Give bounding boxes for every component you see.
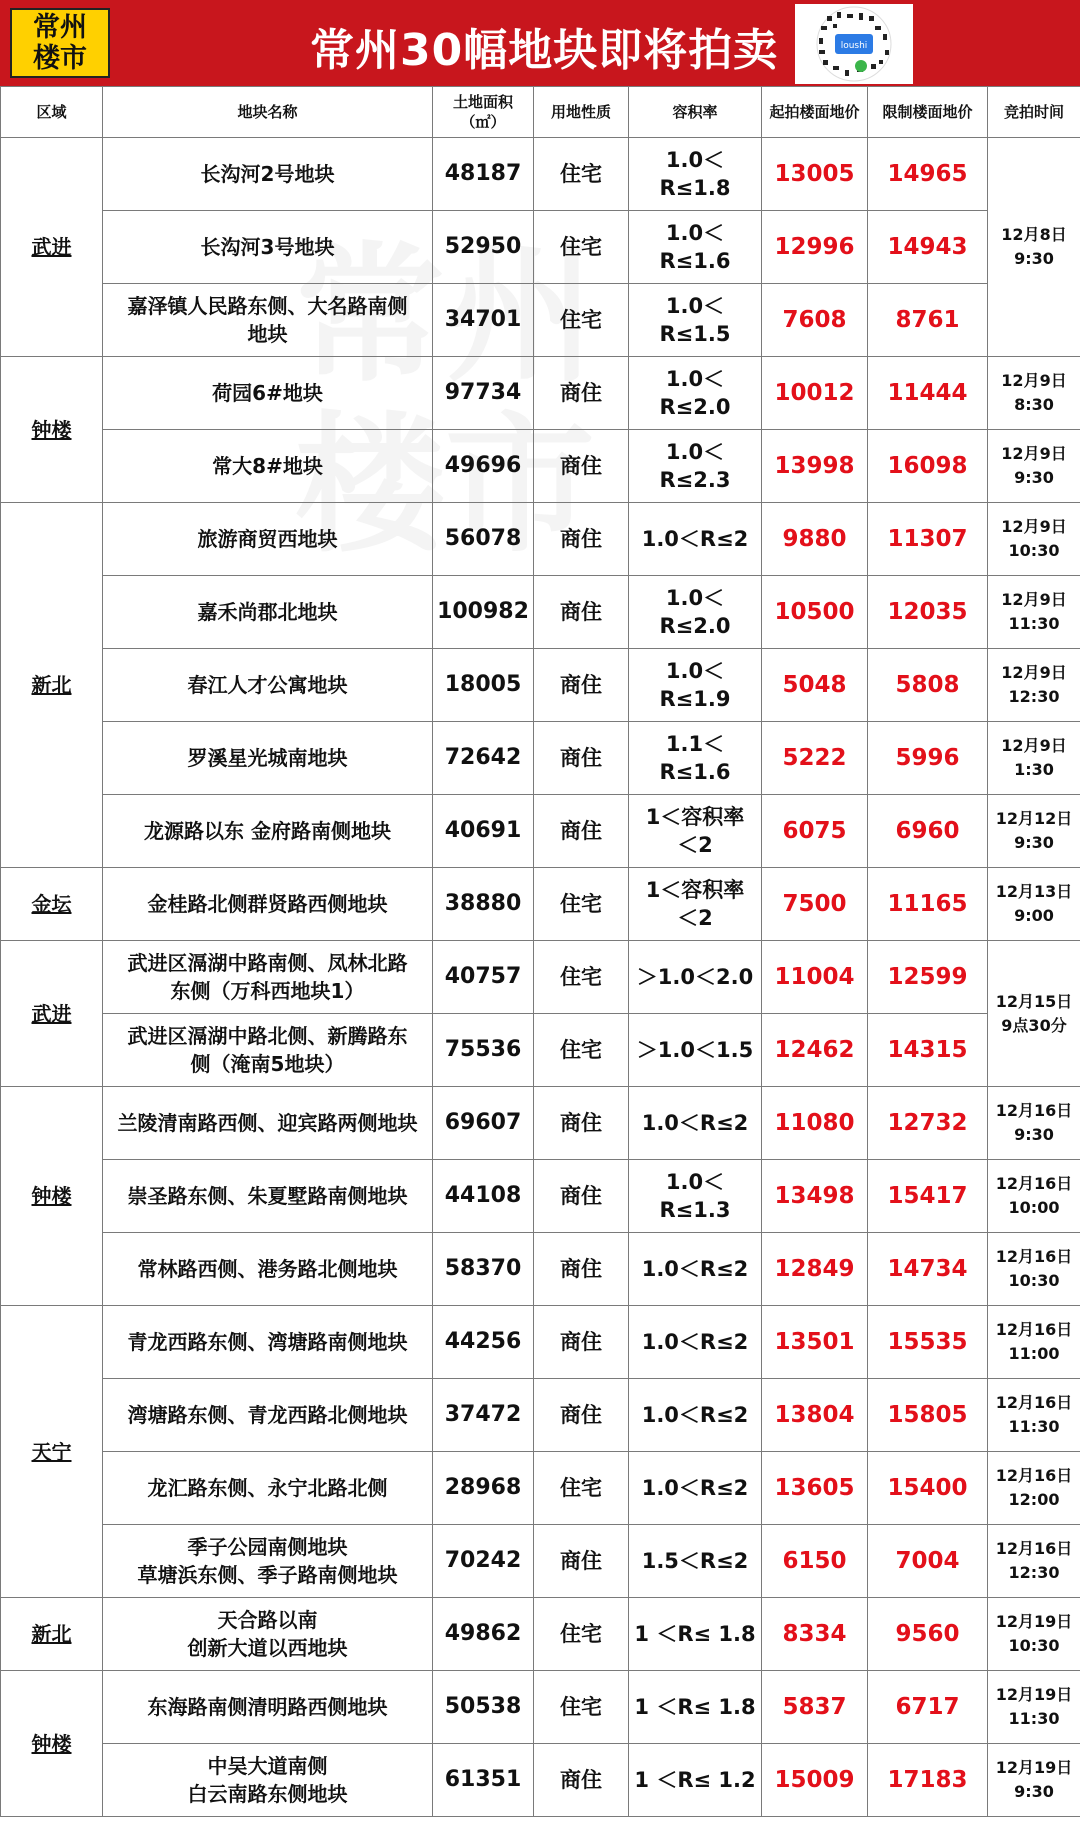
- auction-time-cell: 12月19日 11:30: [988, 1671, 1080, 1744]
- limit-price-cell: 12599: [868, 941, 988, 1014]
- qr-brand-text: loushi: [840, 41, 868, 51]
- region-cell: 钟楼: [1, 1087, 103, 1306]
- auction-time-cell: 12月9日 1:30: [988, 722, 1080, 795]
- region-cell: 新北: [1, 1598, 103, 1671]
- plot-ratio-cell: 1.1＜R≤1.6: [629, 722, 762, 795]
- header-parcel-name: 地块名称: [103, 87, 433, 138]
- plot-ratio-cell: 1.0＜R≤1.8: [629, 138, 762, 211]
- limit-price-cell: 12035: [868, 576, 988, 649]
- start-price-cell: 12849: [762, 1233, 868, 1306]
- land-area-cell: 70242: [433, 1525, 534, 1598]
- land-auction-table: [0, 86, 1080, 1817]
- parcel-name-cell: 长沟河3号地块: [103, 211, 433, 284]
- start-price-cell: 13998: [762, 430, 868, 503]
- start-price-cell: 12996: [762, 211, 868, 284]
- land-area-cell: 52950: [433, 211, 534, 284]
- auction-time-cell: 12月16日 11:30: [988, 1379, 1080, 1452]
- land-area-cell: 49696: [433, 430, 534, 503]
- limit-price-cell: 6717: [868, 1671, 988, 1744]
- plot-ratio-cell: 1.0＜R≤2: [629, 1306, 762, 1379]
- parcel-name-cell: 季子公园南侧地块 草塘浜东侧、季子路南侧地块: [103, 1525, 433, 1598]
- table-row: [1, 1598, 1080, 1671]
- table-row: [1, 503, 1080, 576]
- auction-time-cell: 12月15日 9点30分: [988, 941, 1080, 1087]
- limit-price-cell: 11307: [868, 503, 988, 576]
- limit-price-cell: 5996: [868, 722, 988, 795]
- plot-ratio-cell: 1.0＜R≤1.9: [629, 649, 762, 722]
- limit-price-cell: 5808: [868, 649, 988, 722]
- parcel-name-cell: 崇圣路东侧、朱夏墅路南侧地块: [103, 1160, 433, 1233]
- start-price-cell: 5222: [762, 722, 868, 795]
- land-area-cell: 97734: [433, 357, 534, 430]
- auction-time-cell: 12月9日 9:30: [988, 430, 1080, 503]
- plot-ratio-cell: 1.0＜R≤2.3: [629, 430, 762, 503]
- auction-time-cell: 12月12日 9:30: [988, 795, 1080, 868]
- parcel-name-cell: 嘉泽镇人民路东侧、大名路南侧 地块: [103, 284, 433, 357]
- limit-price-cell: 12732: [868, 1087, 988, 1160]
- plot-ratio-cell: 1 ＜R≤ 1.8: [629, 1671, 762, 1744]
- plot-ratio-cell: 1.0＜R≤2: [629, 1379, 762, 1452]
- table-row: [1, 430, 1080, 503]
- land-use-cell: 住宅: [534, 1452, 629, 1525]
- parcel-name-cell: 中吴大道南侧 白云南路东侧地块: [103, 1744, 433, 1817]
- land-area-cell: 69607: [433, 1087, 534, 1160]
- plot-ratio-cell: 1.0＜R≤2.0: [629, 357, 762, 430]
- auction-time-cell: 12月9日 10:30: [988, 503, 1080, 576]
- parcel-name-cell: 罗溪星光城南地块: [103, 722, 433, 795]
- table-row: [1, 649, 1080, 722]
- table-row: [1, 1744, 1080, 1817]
- auction-time-cell: 12月8日 9:30: [988, 138, 1080, 357]
- table-row: [1, 941, 1080, 1014]
- limit-price-cell: 15535: [868, 1306, 988, 1379]
- limit-price-cell: 16098: [868, 430, 988, 503]
- plot-ratio-cell: 1.0＜R≤1.3: [629, 1160, 762, 1233]
- auction-time-cell: 12月16日 10:30: [988, 1233, 1080, 1306]
- auction-time-cell: 12月16日 10:00: [988, 1160, 1080, 1233]
- logo-line-2: 楼市: [33, 43, 87, 74]
- land-use-cell: 住宅: [534, 1598, 629, 1671]
- plot-ratio-cell: 1.0＜R≤2: [629, 1087, 762, 1160]
- table-body: [1, 138, 1080, 1817]
- parcel-name-cell: 荷园6#地块: [103, 357, 433, 430]
- land-use-cell: 住宅: [534, 1671, 629, 1744]
- start-price-cell: 6150: [762, 1525, 868, 1598]
- start-price-cell: 10012: [762, 357, 868, 430]
- region-cell: 钟楼: [1, 1671, 103, 1817]
- parcel-name-cell: 龙源路以东 金府路南侧地块: [103, 795, 433, 868]
- start-price-cell: 13804: [762, 1379, 868, 1452]
- land-area-cell: 34701: [433, 284, 534, 357]
- land-area-cell: 72642: [433, 722, 534, 795]
- land-area-cell: 18005: [433, 649, 534, 722]
- auction-time-cell: 12月16日 9:30: [988, 1087, 1080, 1160]
- land-use-cell: 商住: [534, 795, 629, 868]
- region-cell: 天宁: [1, 1306, 103, 1598]
- plot-ratio-cell: 1.0＜R≤1.6: [629, 211, 762, 284]
- parcel-name-cell: 常林路西侧、港务路北侧地块: [103, 1233, 433, 1306]
- plot-ratio-cell: 1 ＜R≤ 1.2: [629, 1744, 762, 1817]
- table-row: [1, 357, 1080, 430]
- land-area-cell: 40691: [433, 795, 534, 868]
- limit-price-cell: 14943: [868, 211, 988, 284]
- region-cell: 新北: [1, 503, 103, 868]
- start-price-cell: 9880: [762, 503, 868, 576]
- parcel-name-cell: 龙汇路东侧、永宁北路北侧: [103, 1452, 433, 1525]
- land-area-cell: 100982: [433, 576, 534, 649]
- start-price-cell: 13498: [762, 1160, 868, 1233]
- parcel-name-cell: 天合路以南 创新大道以西地块: [103, 1598, 433, 1671]
- limit-price-cell: 11165: [868, 868, 988, 941]
- auction-time-cell: 12月9日 11:30: [988, 576, 1080, 649]
- land-use-cell: 商住: [534, 503, 629, 576]
- region-cell: 金坛: [1, 868, 103, 941]
- table-row: [1, 138, 1080, 211]
- start-price-cell: 12462: [762, 1014, 868, 1087]
- land-use-cell: 商住: [534, 430, 629, 503]
- table-row: [1, 1306, 1080, 1379]
- start-price-cell: 7608: [762, 284, 868, 357]
- table-row: [1, 576, 1080, 649]
- table-row: [1, 868, 1080, 941]
- header-land-use: 用地性质: [534, 87, 629, 138]
- land-area-cell: 49862: [433, 1598, 534, 1671]
- land-use-cell: 住宅: [534, 211, 629, 284]
- start-price-cell: 7500: [762, 868, 868, 941]
- land-area-cell: 56078: [433, 503, 534, 576]
- land-use-cell: 住宅: [534, 868, 629, 941]
- land-use-cell: 住宅: [534, 941, 629, 1014]
- limit-price-cell: 14965: [868, 138, 988, 211]
- header-start-price: 起拍楼面地价: [762, 87, 868, 138]
- auction-time-cell: 12月19日 9:30: [988, 1744, 1080, 1817]
- land-use-cell: 商住: [534, 1233, 629, 1306]
- limit-price-cell: 15417: [868, 1160, 988, 1233]
- region-cell: 武进: [1, 941, 103, 1087]
- parcel-name-cell: 旅游商贸西地块: [103, 503, 433, 576]
- land-use-cell: 商住: [534, 1087, 629, 1160]
- land-use-cell: 住宅: [534, 138, 629, 211]
- limit-price-cell: 17183: [868, 1744, 988, 1817]
- plot-ratio-cell: 1.0＜R≤2.0: [629, 576, 762, 649]
- qr-code-icon[interactable]: [795, 4, 913, 84]
- limit-price-cell: 15805: [868, 1379, 988, 1452]
- land-use-cell: 商住: [534, 1306, 629, 1379]
- start-price-cell: 15009: [762, 1744, 868, 1817]
- page-title: 常州30幅地块即将拍卖: [310, 25, 779, 76]
- land-use-cell: 商住: [534, 576, 629, 649]
- land-use-cell: 商住: [534, 1525, 629, 1598]
- parcel-name-cell: 东海路南侧清明路西侧地块: [103, 1671, 433, 1744]
- land-area-cell: 50538: [433, 1671, 534, 1744]
- start-price-cell: 8334: [762, 1598, 868, 1671]
- parcel-name-cell: 青龙西路东侧、湾塘路南侧地块: [103, 1306, 433, 1379]
- land-area-cell: 37472: [433, 1379, 534, 1452]
- table-row: [1, 211, 1080, 284]
- table-row: [1, 1525, 1080, 1598]
- plot-ratio-cell: 1 ＜R≤ 1.8: [629, 1598, 762, 1671]
- auction-time-cell: 12月16日 12:30: [988, 1525, 1080, 1598]
- land-area-cell: 61351: [433, 1744, 534, 1817]
- region-cell: 武进: [1, 138, 103, 357]
- parcel-name-cell: 金桂路北侧群贤路西侧地块: [103, 868, 433, 941]
- header-limit-price: 限制楼面地价: [868, 87, 988, 138]
- region-cell: 钟楼: [1, 357, 103, 503]
- auction-time-cell: 12月19日 10:30: [988, 1598, 1080, 1671]
- land-area-cell: 28968: [433, 1452, 534, 1525]
- land-use-cell: 商住: [534, 1744, 629, 1817]
- header-auction-time: 竞拍时间: [988, 87, 1080, 138]
- header-plot-ratio: 容积率: [629, 87, 762, 138]
- table-row: [1, 1379, 1080, 1452]
- plot-ratio-cell: 1.5＜R≤2: [629, 1525, 762, 1598]
- table-row: [1, 1014, 1080, 1087]
- auction-time-cell: 12月16日 11:00: [988, 1306, 1080, 1379]
- parcel-name-cell: 长沟河2号地块: [103, 138, 433, 211]
- auction-time-cell: 12月13日 9:00: [988, 868, 1080, 941]
- land-area-cell: 48187: [433, 138, 534, 211]
- land-area-cell: 44256: [433, 1306, 534, 1379]
- header-land-area: 土地面积 （㎡）: [433, 87, 534, 138]
- land-use-cell: 住宅: [534, 284, 629, 357]
- land-area-cell: 40757: [433, 941, 534, 1014]
- table-row: [1, 284, 1080, 357]
- start-price-cell: 11004: [762, 941, 868, 1014]
- plot-ratio-cell: 1＜容积率 ＜2: [629, 795, 762, 868]
- parcel-name-cell: 兰陵清南路西侧、迎宾路两侧地块: [103, 1087, 433, 1160]
- plot-ratio-cell: 1.0＜R≤2: [629, 503, 762, 576]
- table-row: [1, 1452, 1080, 1525]
- start-price-cell: 6075: [762, 795, 868, 868]
- plot-ratio-cell: ＞1.0＜2.0: [629, 941, 762, 1014]
- land-use-cell: 商住: [534, 1379, 629, 1452]
- table-row: [1, 1160, 1080, 1233]
- start-price-cell: 13005: [762, 138, 868, 211]
- auction-time-cell: 12月9日 8:30: [988, 357, 1080, 430]
- land-use-cell: 商住: [534, 722, 629, 795]
- land-use-cell: 住宅: [534, 1014, 629, 1087]
- land-use-cell: 商住: [534, 649, 629, 722]
- table-row: [1, 1671, 1080, 1744]
- parcel-name-cell: 嘉禾尚郡北地块: [103, 576, 433, 649]
- limit-price-cell: 14734: [868, 1233, 988, 1306]
- plot-ratio-cell: 1.0＜R≤1.5: [629, 284, 762, 357]
- brand-logo: [10, 8, 110, 78]
- plot-ratio-cell: 1.0＜R≤2: [629, 1452, 762, 1525]
- start-price-cell: 11080: [762, 1087, 868, 1160]
- limit-price-cell: 14315: [868, 1014, 988, 1087]
- table-row: [1, 795, 1080, 868]
- land-use-cell: 商住: [534, 357, 629, 430]
- table-row: [1, 722, 1080, 795]
- plot-ratio-cell: 1.0＜R≤2: [629, 1233, 762, 1306]
- plot-ratio-cell: ＞1.0＜1.5: [629, 1014, 762, 1087]
- land-area-cell: 75536: [433, 1014, 534, 1087]
- table-header-row: [1, 87, 1080, 138]
- limit-price-cell: 9560: [868, 1598, 988, 1671]
- start-price-cell: 10500: [762, 576, 868, 649]
- auction-time-cell: 12月9日 12:30: [988, 649, 1080, 722]
- header-banner: [0, 0, 1080, 86]
- start-price-cell: 5048: [762, 649, 868, 722]
- limit-price-cell: 15400: [868, 1452, 988, 1525]
- land-area-cell: 58370: [433, 1233, 534, 1306]
- start-price-cell: 5837: [762, 1671, 868, 1744]
- start-price-cell: 13605: [762, 1452, 868, 1525]
- limit-price-cell: 7004: [868, 1525, 988, 1598]
- auction-time-cell: 12月16日 12:00: [988, 1452, 1080, 1525]
- logo-line-1: 常州: [33, 12, 87, 43]
- start-price-cell: 13501: [762, 1306, 868, 1379]
- parcel-name-cell: 湾塘路东侧、青龙西路北侧地块: [103, 1379, 433, 1452]
- header-region: 区域: [1, 87, 103, 138]
- land-area-cell: 44108: [433, 1160, 534, 1233]
- parcel-name-cell: 常大8#地块: [103, 430, 433, 503]
- limit-price-cell: 8761: [868, 284, 988, 357]
- land-area-cell: 38880: [433, 868, 534, 941]
- table-row: [1, 1087, 1080, 1160]
- land-use-cell: 商住: [534, 1160, 629, 1233]
- table-row: [1, 1233, 1080, 1306]
- limit-price-cell: 11444: [868, 357, 988, 430]
- limit-price-cell: 6960: [868, 795, 988, 868]
- parcel-name-cell: 春江人才公寓地块: [103, 649, 433, 722]
- parcel-name-cell: 武进区滆湖中路南侧、凤林北路 东侧（万科西地块1）: [103, 941, 433, 1014]
- plot-ratio-cell: 1＜容积率 ＜2: [629, 868, 762, 941]
- parcel-name-cell: 武进区滆湖中路北侧、新腾路东 侧（淹南5地块）: [103, 1014, 433, 1087]
